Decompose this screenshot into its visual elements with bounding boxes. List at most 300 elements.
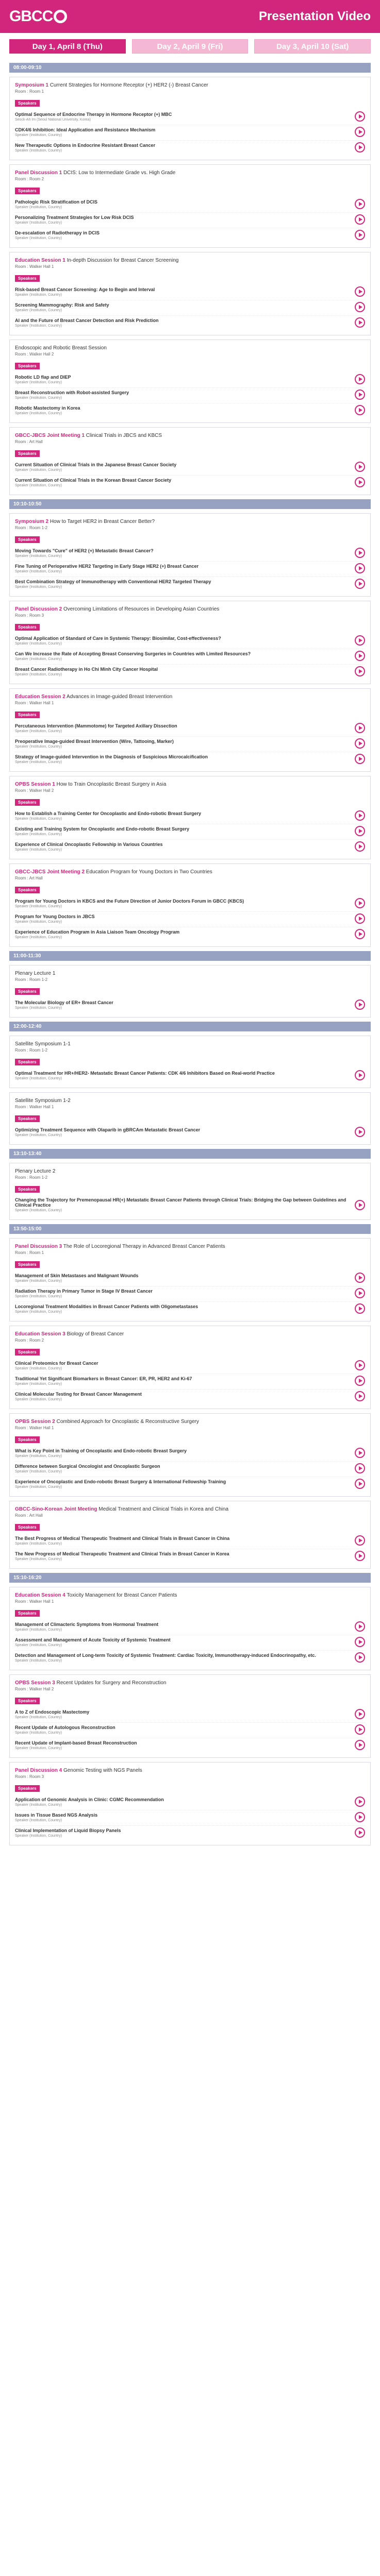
talk-text: [15, 112, 351, 122]
talk-row: [15, 1620, 365, 1635]
play-video-icon[interactable]: [355, 1812, 365, 1822]
talk-speaker: Speaker (Institution, Country): [15, 324, 62, 328]
talk-row: [15, 824, 365, 840]
play-video-icon[interactable]: [355, 999, 365, 1010]
play-video-icon[interactable]: [355, 1200, 365, 1210]
talk-row: [15, 896, 365, 912]
talk-text: [15, 1197, 351, 1212]
talk-title: Difference between Surgical Oncologist and Oncoplastic Surgeon: [15, 1463, 160, 1469]
speakers-label: Speakers: [15, 711, 40, 718]
play-video-icon[interactable]: [355, 1273, 365, 1283]
play-video-icon[interactable]: [355, 579, 365, 589]
session-card: [9, 1762, 371, 1845]
talk-text: [15, 754, 351, 764]
talk-row: [15, 927, 365, 942]
session-room: Room : Room 3: [15, 613, 44, 618]
play-video-icon[interactable]: [355, 111, 365, 122]
talk-text: [15, 1653, 351, 1663]
play-video-icon[interactable]: [355, 651, 365, 661]
talk-text: [15, 826, 351, 836]
play-video-icon[interactable]: [355, 1376, 365, 1386]
session-card: [9, 340, 371, 423]
talk-text: [15, 1000, 351, 1010]
session-name: Biology of Breast Cancer: [67, 1331, 124, 1337]
time-slot: 08:00-09:10: [9, 63, 371, 73]
play-video-icon[interactable]: [355, 635, 365, 646]
talk-row: [15, 285, 365, 300]
play-video-icon[interactable]: [355, 913, 365, 924]
talk-title: The Molecular Biology of ER+ Breast Cancer: [15, 999, 113, 1005]
talk-row: [15, 1826, 365, 1841]
talk-title: Best Combination Strategy of Immunotherapy with Conventional HER2 Targeted Therapy: [15, 579, 211, 584]
talk-text: [15, 1376, 351, 1386]
speakers-label: Speakers: [15, 1524, 40, 1531]
session-prefix: Panel Discussion 2: [15, 606, 62, 612]
session-room: Room : Room 1-2: [15, 526, 48, 530]
talk-speaker: Speaker (Institution, Country): [15, 1397, 62, 1401]
talk-speaker: Speaker (Institution, Country): [15, 832, 62, 836]
talk-speaker: Speaker (Institution, Country): [15, 935, 62, 939]
talk-row: [15, 1795, 365, 1810]
talk-speaker: Speaker (Institution, Country): [15, 1834, 62, 1838]
talk-speaker: Speaker (Institution, Country): [15, 585, 62, 589]
talk-row: [15, 998, 365, 1013]
talk-text: [15, 215, 351, 225]
play-video-icon[interactable]: [355, 898, 365, 908]
speakers-label: Speakers: [15, 1436, 40, 1443]
talk-speaker: Speaker (Institution, Country): [15, 1628, 62, 1632]
talk-speaker: Seock-Ah Im (Seoul National University, Korea): [15, 117, 91, 122]
session-title: [15, 1680, 365, 1686]
talk-title: What is Key Point in Training of Oncoplastic and Endo-robotic Breast Surgery: [15, 1448, 187, 1453]
talk-row: [15, 752, 365, 767]
play-video-icon[interactable]: [355, 1797, 365, 1807]
talk-row: [15, 1446, 365, 1462]
talk-speaker: Speaker (Institution, Country): [15, 1310, 62, 1314]
talk-row: [15, 1635, 365, 1651]
session-title: [15, 1768, 365, 1773]
session-title: [15, 1244, 365, 1249]
play-video-icon[interactable]: [355, 374, 365, 384]
session-card: [9, 427, 371, 495]
speakers-label: Speakers: [15, 1610, 40, 1617]
session-card: [9, 1163, 371, 1220]
play-video-icon[interactable]: [355, 1535, 365, 1546]
session-title: [15, 345, 365, 351]
talk-speaker: Speaker (Institution, Country): [15, 1006, 62, 1010]
talk-row: [15, 546, 365, 562]
talk-text: [15, 143, 351, 152]
play-video-icon[interactable]: [355, 1303, 365, 1314]
session-card: [9, 1092, 371, 1145]
play-video-icon[interactable]: [355, 230, 365, 240]
talk-row: [15, 577, 365, 592]
session-name: Combined Approach for Oncoplastic & Reconstructive Surgery: [56, 1419, 199, 1425]
talk-title: Radiation Therapy in Primary Tumor in Stage IV Breast Cancer: [15, 1288, 153, 1294]
play-video-icon[interactable]: [355, 666, 365, 676]
talk-title: Detection and Management of Long-term Toxicity of Systemic Treatment: Cardiac Toxicity, Immunotherapy-induced Endocrinopathy, etc.: [15, 1652, 316, 1658]
gbcc-logo: [9, 8, 67, 25]
session-prefix: Education Session 3: [15, 1331, 65, 1337]
session-room: Room : Walker Hall 2: [15, 788, 54, 793]
talk-row: [15, 737, 365, 752]
talk-speaker: Speaker (Institution, Country): [15, 1643, 62, 1647]
talk-speaker: Speaker (Institution, Country): [15, 1279, 62, 1283]
talk-text: [15, 390, 351, 400]
session-name: How to Train Oncoplastic Breast Surgery in Asia: [56, 782, 167, 787]
play-video-icon[interactable]: [355, 1709, 365, 1719]
talk-text: [15, 1448, 351, 1458]
play-video-icon[interactable]: [355, 1637, 365, 1647]
talk-row: [15, 403, 365, 418]
talk-speaker: Speaker (Institution, Country): [15, 148, 62, 152]
play-video-icon[interactable]: [355, 1621, 365, 1632]
speakers-label: Speakers: [15, 275, 40, 282]
session-prefix: OPBS Session 3: [15, 1680, 55, 1686]
talk-row: [15, 1651, 365, 1666]
play-video-icon[interactable]: [355, 1448, 365, 1458]
talk-text: [15, 1304, 351, 1314]
play-video-icon[interactable]: [355, 462, 365, 472]
session-room: Room : Room 1-2: [15, 1048, 48, 1053]
session-card: [9, 688, 371, 772]
talk-speaker: Speaker (Institution, Country): [15, 729, 62, 733]
play-video-icon[interactable]: [355, 810, 365, 821]
speakers-label: Speakers: [15, 624, 40, 631]
play-video-icon[interactable]: [355, 127, 365, 137]
talk-speaker: Speaker (Institution, Country): [15, 1746, 62, 1750]
session-card: [9, 1036, 371, 1088]
talk-text: [15, 199, 351, 209]
talk-row: [15, 840, 365, 855]
session-title: [15, 782, 365, 787]
play-video-icon[interactable]: [355, 317, 365, 328]
talk-row: [15, 1707, 365, 1723]
page-title: Presentation Video: [259, 9, 371, 23]
talk-title: Locoregional Treatment Modalities in Breast Cancer Patients with Oligometastases: [15, 1303, 199, 1309]
talk-text: [15, 1479, 351, 1489]
time-slot: 10:10-10:50: [9, 499, 371, 509]
session-name: Education Program for Young Doctors in Two Countries: [86, 869, 212, 875]
talk-title: Current Situation of Clinical Trials in the Korean Breast Cancer Society: [15, 477, 172, 483]
talk-speaker: Speaker (Institution, Country): [15, 1454, 62, 1458]
talk-speaker: Speaker (Institution, Country): [15, 468, 62, 472]
play-video-icon[interactable]: [355, 1551, 365, 1561]
talk-row: [15, 649, 365, 665]
time-slot: 15:10-16:20: [9, 1573, 371, 1583]
session-card: [9, 1413, 371, 1497]
talk-speaker: Speaker (Institution, Country): [15, 483, 62, 487]
talk-text: [15, 462, 351, 472]
talk-row: [15, 1810, 365, 1826]
talk-title: Experience of Clinical Oncoplastic Fellowship in Various Countries: [15, 841, 163, 847]
session-title: [15, 433, 365, 438]
talk-text: [15, 1812, 351, 1822]
play-video-icon[interactable]: [355, 563, 365, 573]
play-video-icon[interactable]: [355, 841, 365, 852]
talk-speaker: Speaker (Institution, Country): [15, 293, 62, 297]
play-video-icon[interactable]: [355, 1827, 365, 1838]
speakers-label: Speakers: [15, 887, 40, 893]
talk-speaker: Speaker (Institution, Country): [15, 411, 62, 415]
session-card: [9, 1326, 371, 1409]
header: [0, 0, 380, 33]
talk-title: Screening Mammography: Risk and Safety: [15, 302, 109, 308]
talk-text: [15, 1536, 351, 1546]
play-video-icon[interactable]: [355, 1724, 365, 1735]
talk-speaker: Speaker (Institution, Country): [15, 1541, 62, 1546]
talk-text: [15, 636, 351, 646]
talk-title: A to Z of Endoscopic Mastectomy: [15, 1709, 90, 1715]
talk-title: How to Establish a Training Center for Oncoplastic and Endo-robotic Breast Surgery: [15, 810, 202, 816]
talk-title: De-escalation of Radiotherapy in DCIS: [15, 230, 100, 235]
talk-title: Traditional Yet Significant Biomarkers in Breast Cancer: ER, PR, HER2 and Ki-67: [15, 1376, 192, 1381]
talk-title: Risk-based Breast Cancer Screening: Age to Begin and Interval: [15, 286, 155, 292]
session-name: Endoscopic and Robotic Breast Session: [15, 345, 107, 351]
session-prefix: GBCC-JBCS Joint Meeting 2: [15, 869, 85, 875]
session-card: [9, 164, 371, 248]
session-timeline: [0, 63, 380, 1845]
talk-title: Issues in Tissue Based NGS Analysis: [15, 1812, 98, 1818]
talk-text: [15, 287, 351, 297]
session-name: Medical Treatment and Clinical Trials in Korea and China: [98, 1506, 229, 1512]
talk-text: [15, 579, 351, 589]
session-card: [9, 513, 371, 597]
session-room: Room : Art Hall: [15, 439, 43, 444]
play-video-icon[interactable]: [355, 929, 365, 939]
talk-speaker: Speaker (Institution, Country): [15, 1294, 62, 1298]
talk-title: Optimal Sequence of Endocrine Therapy in Hormone Receptor (+) MBC: [15, 111, 172, 117]
talk-title: Changing the Trajectory for Premenopausal HR(+) Metastatic Breast Cancer Patients through Clinical Trials: Bridging the Gap between Guidelines and Clinical Practice: [15, 1197, 346, 1208]
session-title: [15, 1506, 365, 1512]
play-video-icon[interactable]: [355, 1127, 365, 1137]
talk-row: [15, 1069, 365, 1083]
play-video-icon[interactable]: [355, 1070, 365, 1080]
session-card: [9, 252, 371, 335]
session-room: Room : Room 1-2: [15, 977, 48, 982]
talk-title: Clinical Molecular Testing for Breast Cancer Management: [15, 1391, 142, 1397]
talk-speaker: Speaker (Institution, Country): [15, 554, 62, 558]
speakers-label: Speakers: [15, 1698, 40, 1704]
talk-title: Optimal Treatment for HR+/HER2- Metastatic Breast Cancer Patients: CDK 4/6 Inhibitors Based on Real-world Practice: [15, 1070, 275, 1076]
session-name: The Role of Locoregional Therapy in Advanced Breast Cancer Patients: [63, 1244, 225, 1249]
session-room: Room : Room 2: [15, 177, 44, 181]
session-prefix: Panel Discussion 3: [15, 1244, 62, 1249]
talk-text: [15, 842, 351, 852]
talk-row: [15, 213, 365, 228]
session-card: [9, 776, 371, 859]
talk-row: [15, 665, 365, 680]
play-video-icon[interactable]: [355, 1479, 365, 1489]
talk-row: [15, 197, 365, 213]
talk-speaker: Speaker (Institution, Country): [15, 1818, 62, 1822]
talk-text: [15, 1637, 351, 1647]
play-video-icon[interactable]: [355, 738, 365, 749]
talk-text: [15, 478, 351, 487]
talk-text: [15, 1709, 351, 1719]
talk-row: [15, 1389, 365, 1404]
tab-day-2[interactable]: Day 2, April 9 (Fri): [132, 39, 249, 54]
session-name: Satellite Symposium 1-2: [15, 1098, 71, 1104]
talk-title: Management of Climacteric Symptoms from Hormonal Treatment: [15, 1621, 159, 1627]
play-video-icon[interactable]: [355, 214, 365, 225]
talk-speaker: Speaker (Institution, Country): [15, 1658, 62, 1663]
session-card: [9, 1238, 371, 1321]
session-card: [9, 77, 371, 160]
talk-speaker: Speaker (Institution, Country): [15, 672, 62, 676]
session-prefix: GBCC-JBCS Joint Meeting 1: [15, 433, 85, 438]
session-prefix: Panel Discussion 1: [15, 170, 62, 176]
session-name: Advances in Image-guided Breast Intervention: [67, 694, 173, 700]
tab-day-3[interactable]: Day 3, April 10 (Sat): [254, 39, 371, 54]
session-room: Room : Walker Hall 1: [15, 1105, 54, 1109]
session-title: [15, 606, 365, 612]
talk-text: [15, 1797, 351, 1807]
play-video-icon[interactable]: [355, 405, 365, 415]
talk-title: Application of Genomic Analysis in Clinic: CGMC Recommendation: [15, 1797, 164, 1802]
talk-title: The Best Progress of Medical Therapeutic Treatment and Clinical Trials in Breast Cancer in China: [15, 1535, 230, 1541]
play-video-icon[interactable]: [355, 723, 365, 733]
speakers-label: Speakers: [15, 988, 40, 995]
talk-speaker: Speaker (Institution, Country): [15, 1366, 62, 1370]
play-video-icon[interactable]: [355, 1360, 365, 1370]
talk-text: [15, 230, 351, 240]
play-video-icon[interactable]: [355, 142, 365, 152]
play-video-icon[interactable]: [355, 389, 365, 400]
play-video-icon[interactable]: [355, 1391, 365, 1401]
session-prefix: Education Session 4: [15, 1592, 65, 1598]
session-name: Genomic Testing with NGS Panels: [63, 1768, 142, 1773]
talk-text: [15, 723, 351, 733]
talk-speaker: Speaker (Institution, Country): [15, 848, 62, 852]
speakers-label: Speakers: [15, 450, 40, 457]
session-title: [15, 170, 365, 176]
talk-row: [15, 1271, 365, 1286]
talk-title: Current Situation of Clinical Trials in the Japanese Breast Cancer Society: [15, 462, 177, 467]
session-title: [15, 1592, 365, 1598]
talk-speaker: Speaker (Institution, Country): [15, 1382, 62, 1386]
talk-text: [15, 1828, 351, 1838]
talk-row: [15, 228, 365, 243]
talk-title: Recent Update of Autologous Reconstruction: [15, 1724, 115, 1730]
talk-row: [15, 1534, 365, 1549]
talk-title: Program for Young Doctors in JBCS: [15, 913, 95, 919]
session-title: [15, 971, 365, 976]
session-room: Room : Room 3: [15, 1774, 44, 1779]
play-video-icon[interactable]: [355, 286, 365, 297]
talk-title: Preoperative Image-guided Breast Intervention (Wire, Tattooing, Marker): [15, 738, 174, 744]
talk-text: [15, 405, 351, 415]
talk-title: CDK4/6 Inhibition: Ideal Application and Resistance Mechanism: [15, 127, 156, 132]
talk-speaker: Speaker (Institution, Country): [15, 1715, 62, 1719]
session-title: [15, 694, 365, 700]
speakers-label: Speakers: [15, 1261, 40, 1268]
session-name: Satellite Symposium 1-1: [15, 1041, 71, 1047]
session-prefix: GBCC-Sino-Korean Joint Meeting: [15, 1506, 97, 1512]
speakers-label: Speakers: [15, 1186, 40, 1193]
talk-title: AI and the Future of Breast Cancer Detection and Risk Prediction: [15, 317, 159, 323]
session-name: Toxicity Management for Breast Cancer Patients: [67, 1592, 177, 1598]
session-prefix: Symposium 2: [15, 519, 49, 524]
talk-text: [15, 1740, 351, 1750]
talk-title: Moving Towards "Cure" of HER2 (+) Metastatic Breast Cancer?: [15, 548, 154, 553]
talk-row: [15, 1125, 365, 1140]
talk-row: [15, 141, 365, 156]
time-slot: 12:00-12:40: [9, 1022, 371, 1031]
session-name: Clinical Trials in JBCS and KBCS: [86, 433, 162, 438]
talk-row: [15, 1359, 365, 1374]
talk-text: [15, 1392, 351, 1401]
play-video-icon[interactable]: [355, 826, 365, 836]
talk-title: Strategy of Image-guided Intervention in the Diagnosis of Suspicious Microcalcification: [15, 754, 208, 759]
play-video-icon[interactable]: [355, 548, 365, 558]
session-room: Room : Walker Hall 1: [15, 1599, 54, 1604]
play-video-icon[interactable]: [355, 1463, 365, 1473]
talk-speaker: Speaker (Institution, Country): [15, 133, 62, 137]
session-name: Recent Updates for Surgery and Reconstruction: [56, 1680, 167, 1686]
talk-speaker: Speaker (Institution, Country): [15, 1731, 62, 1735]
talk-text: [15, 1273, 351, 1283]
session-room: Room : Room 1: [15, 1250, 44, 1255]
speakers-label: Speakers: [15, 1349, 40, 1355]
talk-title: Program for Young Doctors in KBCS and the Future Direction of Junior Doctors Forum in GBCC (KBCS): [15, 898, 244, 904]
session-room: Room : Room 1-2: [15, 1175, 48, 1180]
play-video-icon[interactable]: [355, 1288, 365, 1298]
session-name: Overcoming Limitations of Resources in Developing Asian Countries: [63, 606, 220, 612]
talk-title: Breast Cancer Radiotherapy in Ho Chi Minh City Cancer Hospital: [15, 666, 158, 672]
session-title: [15, 82, 365, 88]
play-video-icon[interactable]: [355, 754, 365, 764]
logo-circle-icon: [54, 10, 67, 23]
talk-title: Experience of Education Program in Asia Liaison Team Oncology Program: [15, 929, 180, 935]
talk-speaker: Speaker (Institution, Country): [15, 760, 62, 764]
play-video-icon[interactable]: [355, 302, 365, 312]
session-title: [15, 258, 365, 263]
session-room: Room : Walker Hall 2: [15, 1687, 54, 1691]
session-card: [9, 601, 371, 684]
session-room: Room : Walker Hall 1: [15, 264, 54, 269]
talk-speaker: Speaker (Institution, Country): [15, 308, 62, 312]
talk-text: [15, 1551, 351, 1561]
play-video-icon[interactable]: [355, 199, 365, 209]
talk-speaker: Speaker (Institution, Country): [15, 744, 62, 749]
talk-title: New Therapeutic Options in Endocrine Resistant Breast Cancer: [15, 142, 156, 148]
session-room: Room : Room 1: [15, 89, 44, 94]
session-card: [9, 863, 371, 947]
session-prefix: Education Session 1: [15, 258, 65, 263]
talk-row: [15, 562, 365, 577]
tab-day-1[interactable]: Day 1, April 8 (Thu): [9, 39, 126, 54]
talk-title: Recent Update of Implant-based Breast Reconstruction: [15, 1740, 137, 1745]
play-video-icon[interactable]: [355, 1652, 365, 1663]
talk-text: [15, 929, 351, 939]
talk-speaker: Speaker (Institution, Country): [15, 396, 62, 400]
session-room: Room : Walker Hall 1: [15, 701, 54, 705]
talk-title: Fine Tuning of Perioperative HER2 Targeting in Early Stage HER2 (+) Breast Cancer: [15, 563, 199, 569]
talk-speaker: Speaker (Institution, Country): [15, 1557, 62, 1561]
play-video-icon[interactable]: [355, 1740, 365, 1750]
talk-title: The New Progress of Medical Therapeutic Treatment and Clinical Trials in Breast Cancer in Korea: [15, 1551, 229, 1556]
play-video-icon[interactable]: [355, 477, 365, 487]
speakers-label: Speakers: [15, 536, 40, 543]
talk-speaker: Speaker (Institution, Country): [15, 221, 62, 225]
talk-row: [15, 1738, 365, 1753]
talk-row: [15, 634, 365, 649]
session-title: [15, 1168, 365, 1174]
session-name: Plenary Lecture 2: [15, 1168, 56, 1174]
talk-row: [15, 1302, 365, 1317]
talk-speaker: Speaker (Institution, Country): [15, 1133, 62, 1137]
